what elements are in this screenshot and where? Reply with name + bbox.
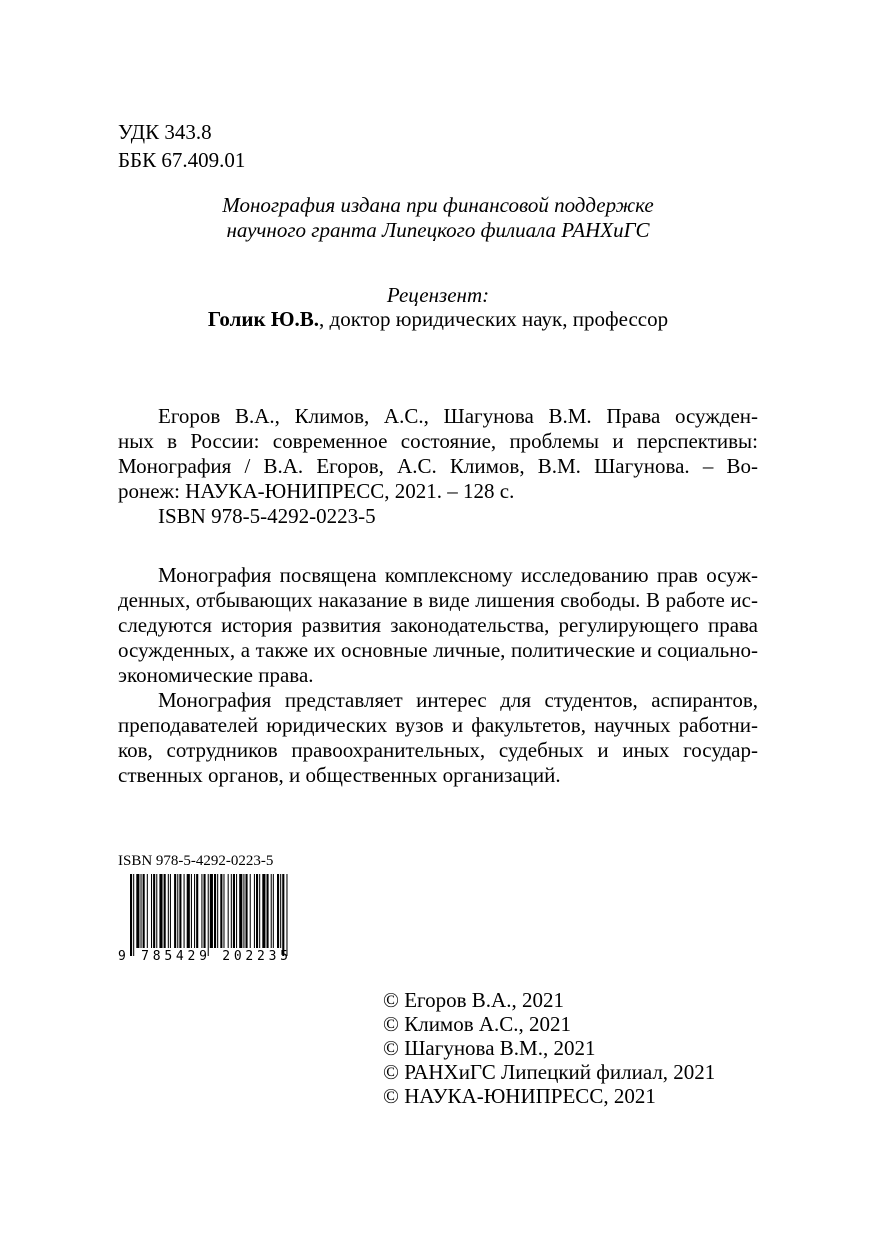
- barcode-isbn-label: ISBN 978-5-4292-0223-5: [118, 853, 274, 869]
- barcode-bar: [220, 874, 222, 948]
- barcode-bar: [184, 874, 185, 948]
- barcode-bar: [231, 874, 232, 948]
- barcode-bars: [130, 874, 288, 956]
- barcode-bar: [143, 874, 145, 948]
- barcode-bar: [239, 874, 242, 948]
- copyright-line: © Климов А.С., 2021: [383, 1012, 572, 1036]
- barcode-bar: [282, 874, 284, 956]
- bib-line: Монография / В.А. Егоров, А.С. Климов, В.М. Шагунова. – Во-: [118, 454, 758, 478]
- barcode-bar: [262, 874, 265, 948]
- reviewer-title: , доктор юридических наук, профессор: [319, 307, 669, 331]
- bbk-code: ББК 67.409.01: [118, 148, 246, 172]
- barcode-bar: [236, 874, 237, 948]
- barcode-bar: [233, 874, 235, 948]
- barcode-bar: [164, 874, 166, 948]
- barcode-bar: [243, 874, 244, 948]
- classification-codes: [118, 118, 245, 174]
- reviewer-line: [118, 307, 758, 332]
- barcode-bar: [273, 874, 274, 948]
- reviewer-name: Голик Ю.В.: [207, 307, 320, 331]
- barcode-bar: [228, 874, 229, 948]
- barcode-bar: [196, 874, 198, 948]
- barcode-bar: [187, 874, 190, 948]
- abstract-line: денных, отбывающих наказание в виде лишения свободы. В работе ис-: [118, 588, 758, 612]
- abstract-line: ственных органов, и общественных организаций.: [118, 763, 561, 787]
- abstract-line: Монография представляет интерес для студентов, аспирантов,: [158, 688, 758, 712]
- barcode-bar: [280, 874, 281, 948]
- copyright-line: © РАНХиГС Липецкий филиал, 2021: [383, 1060, 716, 1084]
- barcode-bar: [159, 874, 162, 948]
- bib-line: Егоров В.А., Климов, А.С., Шагунова В.М. Права осужден-: [158, 404, 758, 428]
- abstract-line: следуются история развития законодательства, регулирующего права: [118, 613, 758, 637]
- copyright-line: © Шагунова В.М., 2021: [383, 1036, 596, 1060]
- abstract-line: Монография посвящена комплексному исследованию прав осуж-: [158, 563, 758, 587]
- abstract-paragraph-2: [118, 688, 758, 788]
- barcode-bar: [174, 874, 176, 948]
- barcode-bar: [254, 874, 255, 948]
- barcode-bar: [136, 874, 139, 948]
- barcode-bar: [208, 874, 209, 956]
- copyright-line: © Егоров В.А., 2021: [383, 988, 564, 1012]
- barcode-bar: [250, 874, 251, 948]
- barcode-bar: [277, 874, 279, 948]
- barcode-bar: [177, 874, 178, 948]
- barcode-bar: [179, 874, 181, 948]
- barcode-bar: [259, 874, 260, 948]
- barcode-bar: [141, 874, 142, 948]
- reviewer-heading: Рецензент:: [386, 283, 490, 307]
- funding-note: [118, 193, 758, 243]
- copyright-block: [383, 988, 715, 1108]
- barcode-bar: [156, 874, 157, 948]
- barcode-bar: [210, 874, 213, 948]
- isbn-line: ISBN 978-5-4292-0223-5: [158, 504, 376, 528]
- abstract-line: преподавателей юридических вузов и факультетов, научных работни-: [118, 713, 758, 737]
- bibliographic-record: [118, 404, 758, 529]
- barcode-bar: [256, 874, 258, 948]
- abstract-line: осужденных, а также их основные личные, политические и социально-: [118, 638, 758, 662]
- barcode-bar: [130, 874, 132, 956]
- barcode-bar: [201, 874, 202, 948]
- barcode-bar: [170, 874, 171, 948]
- abstract-line: ков, сотрудников правоохранительных, судебных и иных государ-: [118, 738, 758, 762]
- bib-line: ных в России: современное состояние, проблемы и перспективы:: [118, 429, 758, 453]
- isbn-barcode: [118, 874, 292, 962]
- bib-line: ронеж: НАУКА-ЮНИПРЕСС, 2021. – 128 с.: [118, 479, 515, 503]
- barcode-bar: [214, 874, 216, 948]
- barcode-bar: [246, 874, 248, 948]
- barcode-bar: [223, 874, 224, 948]
- barcode-bar: [147, 874, 148, 948]
- barcode-bar: [286, 874, 287, 956]
- barcode-bar: [168, 874, 169, 948]
- funding-line: Монография издана при финансовой поддержке: [222, 193, 654, 217]
- barcode-bar: [191, 874, 192, 948]
- udk-code: УДК 343.8: [118, 120, 212, 144]
- barcode-bar: [204, 874, 206, 948]
- barcode-bar: [133, 874, 134, 956]
- abstract-paragraph-1: [118, 563, 758, 688]
- barcode-bar: [267, 874, 269, 948]
- barcode-bar: [151, 874, 152, 948]
- barcode-bar: [194, 874, 195, 948]
- barcode-digits: 9 785429 202235: [118, 949, 288, 962]
- copyright-line: © НАУКА-ЮНИПРЕСС, 2021: [383, 1084, 656, 1108]
- abstract-line: экономические права.: [118, 663, 314, 687]
- funding-line: научного гранта Липецкого филиала РАНХиГС: [226, 218, 650, 242]
- barcode-bar: [217, 874, 218, 948]
- barcode-bar: [271, 874, 272, 948]
- barcode-bar: [153, 874, 155, 948]
